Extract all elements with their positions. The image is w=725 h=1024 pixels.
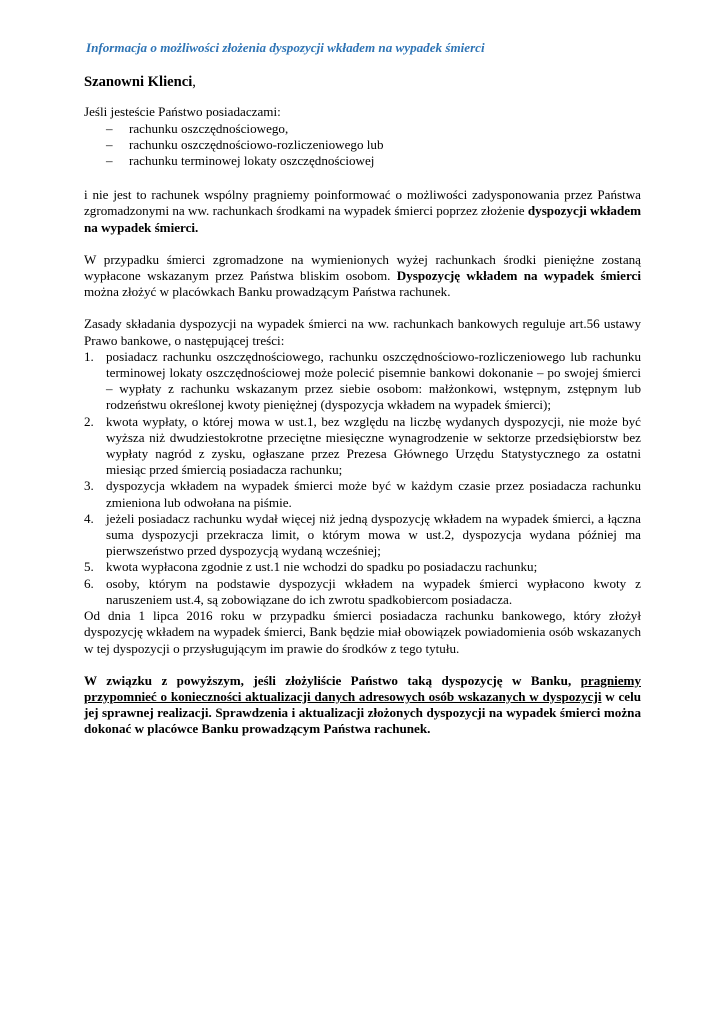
rule-item [84, 559, 641, 575]
final-paragraph-underlined: pragniemy przypomnieć o konieczności aktualizacji danych adresowych osób wskazanych w dyspozycji [84, 672, 641, 704]
rule-number: 6. [84, 575, 94, 591]
rule-number: 5. [84, 559, 94, 575]
list-item [84, 153, 641, 169]
account-type-list [84, 121, 641, 170]
paragraph-2-text: W przypadku śmierci zgromadzone na wymienionych wyżej rachunkach środki pieniężne zostaną wypłacone wskazanym przez Państwa bliskim osobom. [84, 251, 641, 284]
rule-text: kwota wypłacona zgodnie z ust.1 nie wchodzi do spadku po posiadaczu rachunku; [106, 559, 538, 575]
paragraph-1-bold: dyspozycji wkładem na wypadek śmierci. [84, 203, 641, 235]
final-paragraph-tail: w celu jej sprawnej realizacji. Sprawdzenia i aktualizacji złożonych dyspozycji na wypadek śmierci można dokonać w placówce Banku prowadzącym Państwa rachunek. [84, 688, 641, 737]
paragraph-2 [84, 252, 641, 301]
list-marker: – [106, 120, 113, 136]
greeting [84, 74, 641, 90]
rule-text: jeżeli posiadacz rachunku wydał więcej niż jedną dyspozycję wkładem na wypadek śmierci, a łączna suma dyspozycji przekracza limit, o którym mowa w ust.2, dyspozycja wydana później ma pierwszeństwo przed dyspozycją wydaną wcześniej; [106, 510, 641, 559]
rule-number: 1. [84, 348, 94, 364]
rule-text: posiadacz rachunku oszczędnościowego, rachunku oszczędnościowo-rozliczeniowego lub rachunku terminowej lokaty oszczędnościowej może polecić pisemnie bankowi dokonanie – po swojej śmierci – wypłaty z rachunku wskazanym przez siebie osobom: małżonkowi, wstępnym, zstępnym lub rodzeństwu określonej kwoty pieniężnej (dyspozycja wkładem na wypadek śmierci); [106, 348, 641, 413]
list-item-text: rachunku oszczędnościowo-rozliczeniowego lub [129, 136, 384, 152]
paragraph-3-intro: Zasady składania dyspozycji na wypadek śmierci na ww. rachunkach bankowych reguluje art.56 ustawy Prawo bankowe, o następującej treści: [84, 316, 641, 348]
paragraph-2-tail: można złożyć w placówkach Banku prowadzącym Państwa rachunek. [84, 284, 451, 300]
final-paragraph-text: W związku z powyższym, jeśli złożyliście Państwo taką dyspozycję w Banku, [84, 672, 581, 688]
rule-item [84, 576, 641, 608]
rule-item [84, 478, 641, 510]
list-marker: – [106, 153, 113, 169]
rule-number: 2. [84, 413, 94, 429]
paragraph-4: Od dnia 1 lipca 2016 roku w przypadku śmierci posiadacza rachunku bankowego, który złożył dyspozycję wkładem na wypadek śmierci, Bank będzie miał obowiązek powiadomienia osób wskazanych w tej dyspozycji o przysługującym im prawie do środków z tego tytułu. [84, 608, 641, 656]
document-title: Informacja o możliwości złożenia dyspozycji wkładem na wypadek śmierci [86, 40, 485, 55]
greeting-name: Szanowni Klienci [84, 74, 193, 91]
rule-item [84, 414, 641, 479]
list-item-text: rachunku oszczędnościowego, [129, 120, 289, 136]
rule-item [84, 511, 641, 560]
greeting-punct: , [192, 74, 196, 91]
rule-number: 3. [84, 478, 94, 494]
final-paragraph [84, 673, 641, 738]
rule-text: dyspozycja wkładem na wypadek śmierci może być w każdym czasie przez posiadacza rachunku zmieniona lub odwołana na piśmie. [106, 478, 641, 510]
paragraph-1-text: i nie jest to rachunek wspólny pragniemy poinformować o możliwości zadysponowania przez Państwa zgromadzonymi na ww. rachunkach środkami na wypadek śmierci poprzez złożenie [84, 187, 641, 219]
rule-text: osoby, którym na podstawie dyspozycji wkładem na wypadek śmierci wypłacono kwoty z naruszeniem ust.4, są zobowiązane do ich zwrotu spadkobiercom posiadacza. [106, 575, 641, 607]
rule-number: 4. [84, 510, 94, 526]
paragraph-1 [84, 187, 641, 236]
rule-text: kwota wypłaty, o której mowa w ust.1, bez względu na liczbę wydanych dyspozycji, nie może być wyższa niż dwudziestokrotne przeciętne miesięczne wynagrodzenie w sektorze przedsiębiorstw bez wypłaty nagród z zysku, ogłaszane przez Prezesa Głównego Urzędu Statystycznego za ostatni miesiąc przed śmiercią posiadacza rachunku; [106, 413, 641, 478]
paragraph-2-bold: Dyspozycję wkładem na wypadek śmierci [396, 268, 641, 284]
list-marker: – [106, 136, 113, 152]
list-item-text: rachunku terminowej lokaty oszczędnościowej [129, 153, 375, 169]
list-item [84, 137, 641, 153]
intro-text: Jeśli jesteście Państwo posiadaczami: [84, 104, 281, 120]
rule-item [84, 349, 641, 414]
rules-list [84, 349, 641, 608]
list-item [84, 121, 641, 137]
